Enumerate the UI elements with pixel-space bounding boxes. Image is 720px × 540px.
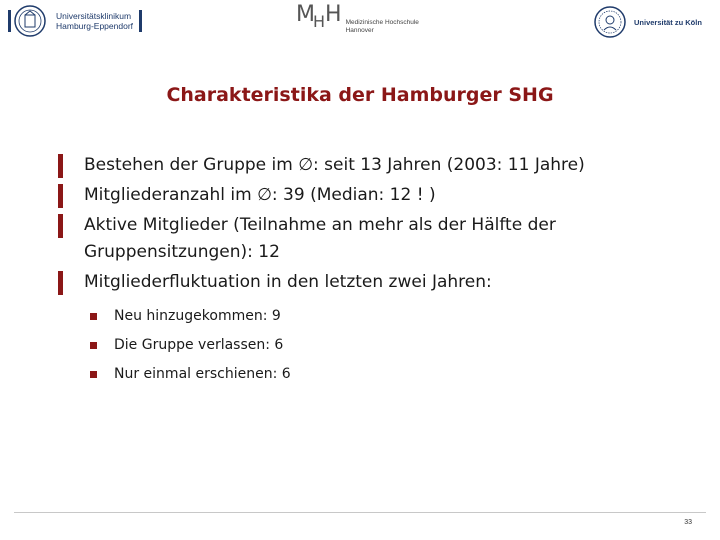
bullet-item	[58, 212, 698, 266]
bullet-text: Mitgliederanzahl im ∅: 39 (Median: 12 ! )	[84, 185, 436, 205]
uke-divider	[139, 10, 142, 32]
uke-wordmark	[56, 11, 133, 31]
koeln-seal-icon	[594, 6, 626, 38]
mhh-mark-h-small: H	[312, 12, 326, 31]
sub-bullet-item	[88, 360, 698, 389]
bullet-text: Aktive Mitglieder (Teilnahme an mehr als der Hälfte der Gruppensitzungen): 12	[84, 215, 556, 262]
bullet-marker-icon	[58, 214, 63, 238]
slide-content	[58, 152, 698, 389]
uke-line-1: Universitätsklinikum	[56, 11, 132, 21]
bullet-item	[58, 182, 698, 209]
uke-seal-icon	[8, 4, 48, 38]
mhh-mark-m: M	[296, 2, 313, 27]
square-bullet-icon	[90, 313, 97, 320]
sub-bullet-item	[88, 302, 698, 331]
page-number: 33	[684, 519, 692, 526]
mhh-line-2: Hannover	[345, 27, 374, 34]
square-bullet-icon	[90, 342, 97, 349]
sub-bullet-text: Neu hinzugekommen: 9	[114, 308, 281, 324]
bullet-list	[58, 152, 698, 296]
uke-logo	[8, 4, 142, 38]
square-bullet-icon	[90, 371, 97, 378]
mhh-mark-h: H	[325, 2, 340, 27]
bullet-text: Mitgliederfluktuation in den letzten zwei Jahren:	[84, 272, 492, 292]
sub-bullet-list	[58, 302, 698, 389]
uke-line-2: Hamburg-Eppendorf	[56, 21, 134, 31]
bullet-item	[58, 152, 698, 179]
sub-bullet-text: Nur einmal erschienen: 6	[114, 366, 291, 382]
mhh-wordmark	[346, 19, 419, 35]
mhh-line-1: Medizinische Hochschule	[345, 19, 419, 26]
bullet-text: Bestehen der Gruppe im ∅: seit 13 Jahren (2003: 11 Jahre)	[84, 155, 585, 175]
mhh-logo	[296, 3, 419, 35]
sub-bullet-text: Die Gruppe verlassen: 6	[114, 337, 284, 353]
bullet-item	[58, 269, 698, 296]
koeln-logo	[594, 6, 702, 38]
bullet-marker-icon	[58, 154, 63, 178]
bullet-marker-icon	[58, 184, 63, 208]
logo-bar	[0, 0, 720, 44]
sub-bullet-item	[88, 331, 698, 360]
bullet-marker-icon	[58, 271, 63, 295]
mhh-mark	[296, 3, 340, 34]
slide-title: Charakteristika der Hamburger SHG	[166, 84, 554, 106]
footer-divider	[14, 512, 706, 513]
koeln-wordmark: Universität zu Köln	[634, 17, 702, 27]
